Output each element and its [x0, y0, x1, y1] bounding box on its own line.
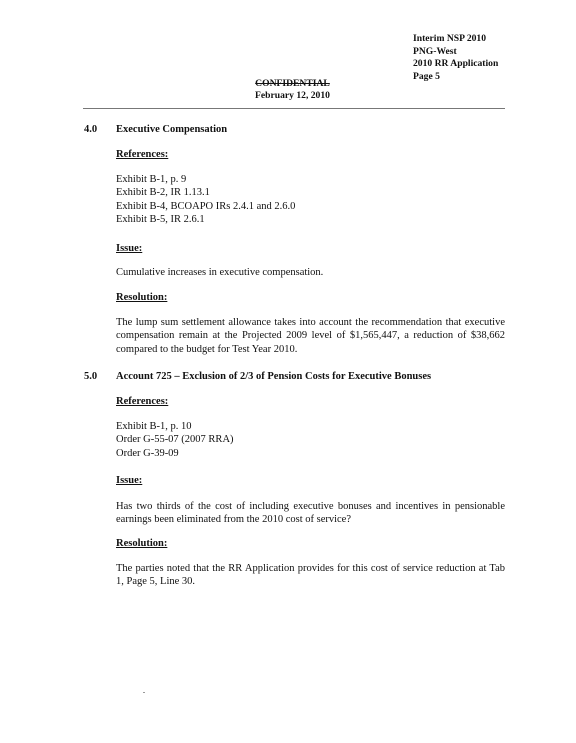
- header-line: 2010 RR Application: [413, 58, 499, 69]
- references-list: [116, 173, 505, 227]
- confidential-label: CONFIDENTIAL: [255, 78, 330, 89]
- reference-item: Order G-39-09: [116, 447, 179, 459]
- resolution-heading: Resolution:: [116, 538, 168, 549]
- reference-item: Exhibit B-1, p. 10: [116, 421, 192, 432]
- header-divider: [83, 108, 505, 109]
- issue-heading: Issue:: [116, 475, 143, 486]
- issue-heading: Issue:: [116, 243, 143, 254]
- issue-paragraph: Has two thirds of the cost of including executive bonuses and incentives in pensionable earnings been eliminated from the 2010 cost of service?: [116, 501, 505, 526]
- confidential-header: [0, 78, 576, 102]
- reference-item: Exhibit B-5, IR 2.6.1: [116, 214, 205, 226]
- issue-text: [116, 266, 505, 279]
- references-heading: References:: [116, 396, 169, 407]
- document-header-info: [413, 33, 498, 83]
- reference-item: Exhibit B-2, IR 1.13.1: [116, 187, 210, 199]
- resolution-text: [116, 316, 505, 356]
- header-line: PNG-West: [413, 45, 457, 57]
- reference-item: Exhibit B-4, BCOAPO IRs 2.4.1 and 2.6.0: [116, 200, 296, 212]
- resolution-heading: Resolution:: [116, 292, 168, 303]
- header-line: Page 5: [413, 70, 440, 82]
- issue-paragraph: Cumulative increases in executive compensation.: [116, 267, 324, 278]
- reference-item: Exhibit B-1, p. 9: [116, 174, 187, 185]
- scan-speck: [143, 692, 145, 693]
- document-date: February 12, 2010: [255, 90, 330, 101]
- resolution-paragraph: The lump sum settlement allowance takes into account the recommendation that executive compensation remain at the Projected 2009 level of $1,565,447, a reduction of $38,662 compared to the budget for Test Year 2010.: [116, 317, 505, 355]
- references-list: [116, 420, 505, 460]
- section-title: Executive Compensation: [116, 124, 228, 135]
- section-number: 4.0: [84, 124, 98, 135]
- section-number: 5.0: [84, 371, 98, 382]
- resolution-paragraph: The parties noted that the RR Application provides for this cost of service reduction at Tab 1, Page 5, Line 30.: [116, 563, 505, 588]
- header-line: Interim NSP 2010: [413, 33, 487, 44]
- resolution-text: [116, 562, 505, 589]
- issue-text: [116, 500, 505, 527]
- section-title: Account 725 – Exclusion of 2/3 of Pension Costs for Executive Bonuses: [116, 371, 432, 382]
- reference-item: Order G-55-07 (2007 RRA): [116, 434, 234, 446]
- references-heading: References:: [116, 149, 169, 160]
